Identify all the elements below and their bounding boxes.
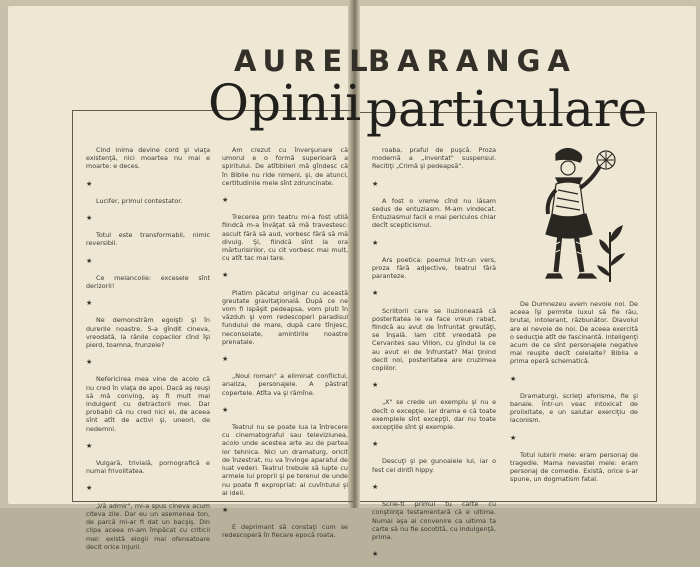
title-left: Opinii xyxy=(208,74,362,132)
star-separator-icon: ★ xyxy=(372,550,379,559)
author-first-name: AUREL xyxy=(234,44,375,78)
aphorism-paragraph: roaba, praful de puşcă. Proza modernă a „inventat" suspensul. Recitiţi „Crimă şi pedeapsă". xyxy=(372,146,496,171)
aphorism-paragraph: Descuţi şi pe gunoaiele lui, iar o fest cel dintîi hippy. xyxy=(372,457,496,474)
text-column-1 xyxy=(86,146,210,560)
star-separator-icon: ★ xyxy=(86,441,93,450)
star-separator-icon: ★ xyxy=(222,405,229,414)
aphorism-paragraph: Cind inima devine cord şi viaţa existenţă, nici moartea nu mai e moarte: e deces. xyxy=(86,146,210,171)
aphorism-paragraph: Trecerea prin teatru mi-a fost utilă fiindcă m-a învăţat să mă travestesc: ascult fără să aud, vorbesc fără să mă divulg. Şi, fiindcă sînt la ora mărturisirilor, cu cit vorbesc mai mult, cu atît tac mai tare. xyxy=(222,213,348,263)
star-separator-icon: ★ xyxy=(372,482,379,491)
aphorism-paragraph: A fost o vreme cînd nu lăsam sedus de entuziasm. M-am vindecat. Entuziasmul facil e mai periculos chiar decît scepticismul. xyxy=(372,196,496,230)
aphorism-paragraph: Totul iubirii mele: eram personaj de tragedie. Mama nevastei mele: eram personaj de comedie. Există, orice s-ar spune, un dogmatism fatal. xyxy=(510,450,638,484)
star-separator-icon: ★ xyxy=(222,355,229,364)
star-separator-icon: ★ xyxy=(372,289,379,298)
aphorism-paragraph: Ars poetica: poemul într-un vers, proza fără adjective, teatrul fără paranteze. xyxy=(372,255,496,281)
medieval-figure-icon xyxy=(526,142,630,288)
aphorism-paragraph: Scriitorii care se iluzionează că posteritatea le va face vreun rabat, fiindcă au avut de înfruntat greutăţi, se înşală. Iam citit vreodată pe Cervantes sau Villon, cu gîndul la ce au avut ei de înfruntat? Mai ţinind decit noi, posteritatea are cruzimea copiilor. xyxy=(372,306,496,373)
star-separator-icon: ★ xyxy=(222,196,229,205)
aphorism-paragraph: Totul este transformabil, nimic reversibil. xyxy=(86,231,210,248)
text-column-2 xyxy=(222,146,348,549)
aphorism-paragraph: Scrie-ti primul tu carte cu conştiinţa testamentară că e ultima. Numai aşa ai convenire ca ultima ta carte să nu fie socotită, cu indulgenţă, prima. xyxy=(372,500,496,541)
text-column-4 xyxy=(510,300,638,493)
star-separator-icon: ★ xyxy=(222,505,229,514)
star-separator-icon: ★ xyxy=(372,440,379,449)
star-separator-icon: ★ xyxy=(372,381,379,390)
aphorism-paragraph: Platim păcatul originar cu această greutate gravitaţională. După ce ne vom fi ispăşit pedeapsa, vom pluti în văzduh şi vom redescoperi paradisul fundului de mare, după care tînjesc, neconsolate, amintirile noastre prenatale. xyxy=(222,288,348,346)
star-separator-icon: ★ xyxy=(510,374,517,383)
aphorism-paragraph: Teatrul nu se poate lua la întrecere cu cinematograful sau televiziunea, acolo unde acestea arte au de partea lor tehnica. Nici un dramaturg, oricit de înzestrat, nu va învinge aparatul de luat vederi. Teatrul trebuie să lupte cu armele lui proprii şi pe terenul de unde nu poate fi expropriat: al cuvîntului şi al ideii. xyxy=(222,423,348,497)
aphorism-paragraph: „Vă admir", mi-a spus cineva acum citeva zile. Dar eu un asemenea ton, de parcă mi-ar fi dat un bacşiş. Din clipa aceea m-am împăcat cu criticii mei: există elogii mai ofensatoare decit orice injurii. xyxy=(86,501,210,551)
star-separator-icon: ★ xyxy=(372,238,379,247)
aphorism-paragraph: Nefericirea mea vine de acolo că nu cred în viaţa de apoi. Dacă aş reuşi să mă conving, aş fi mult mai indulgent cu detractorii mei. Dar probabil că nu cred nici ei, de aceea sînt atît de activi şi, uneori, de nedemni. xyxy=(86,375,210,433)
star-separator-icon: ★ xyxy=(86,179,93,188)
star-separator-icon: ★ xyxy=(510,433,517,442)
star-separator-icon: ★ xyxy=(86,358,93,367)
star-separator-icon: ★ xyxy=(372,179,379,188)
author-last-name: BARANGA xyxy=(368,44,577,78)
title-right: particulare xyxy=(366,80,648,138)
aphorism-paragraph: „Noul roman" a eliminat conflictul, analiza, personajele. A păstrat copertele. Atîta va şi rămîne. xyxy=(222,372,348,397)
aphorism-paragraph: Ce melancolie: excesele sînt derizorii! xyxy=(86,273,210,291)
aphorism-paragraph: E deprimant să constaţi cum se redescoperă în fiecare epocă roata, xyxy=(222,523,348,540)
star-separator-icon: ★ xyxy=(86,299,93,308)
aphorism-paragraph: Ne demonstrăm egoişti şi în durerile noastre. S-a gîndit cineva, vreodată, la rănile copacilor cînd îşi pierd, toamna, frunzele? xyxy=(86,316,210,350)
star-separator-icon: ★ xyxy=(222,271,229,280)
star-separator-icon: ★ xyxy=(86,214,93,223)
aphorism-paragraph: Vulgară, trivială, pornografică e numai frivolitatea. xyxy=(86,459,210,476)
star-separator-icon: ★ xyxy=(86,484,93,493)
aphorism-paragraph: Dramaturgi, scrieţi aforisme, fie şi banale. Într-un veac intoxicat de prolixitate, e un salutar exerciţiu de laconism. xyxy=(510,391,638,425)
aphorism-paragraph: De Dumnezeu avem nevoie noi. De aceea îşi permite luxul să fie rău, brutal, intolerant, răzbunător. Diavolul are el nevoie de noi. De aceea exercită o seducţie atît de fascinantă. Inteligenţi acum de ce sînt personajele negative mai reuşite decît celelalte? Biblia e prima operă schematică. xyxy=(510,300,638,366)
star-separator-icon: ★ xyxy=(86,256,93,265)
aphorism-paragraph: Lucifer, primul contestator. xyxy=(96,196,183,205)
aphorism-paragraph: „X" se crede un exemplu şi nu e decît o excepţie. Iar drama e că toate exemplele sînt excepţii, dar nu toate excepţiile sînt şi exemple. xyxy=(372,398,496,432)
text-column-3 xyxy=(372,146,496,567)
aphorism-paragraph: Am crezut cu înverşunare că umorul e o formă superioară a spiritului. De atîtiblieri mă gîndesc că în Biblie nu ride nimeni, şi, de atunci, certitudinile mele sînt zdruncinate. xyxy=(222,146,348,187)
